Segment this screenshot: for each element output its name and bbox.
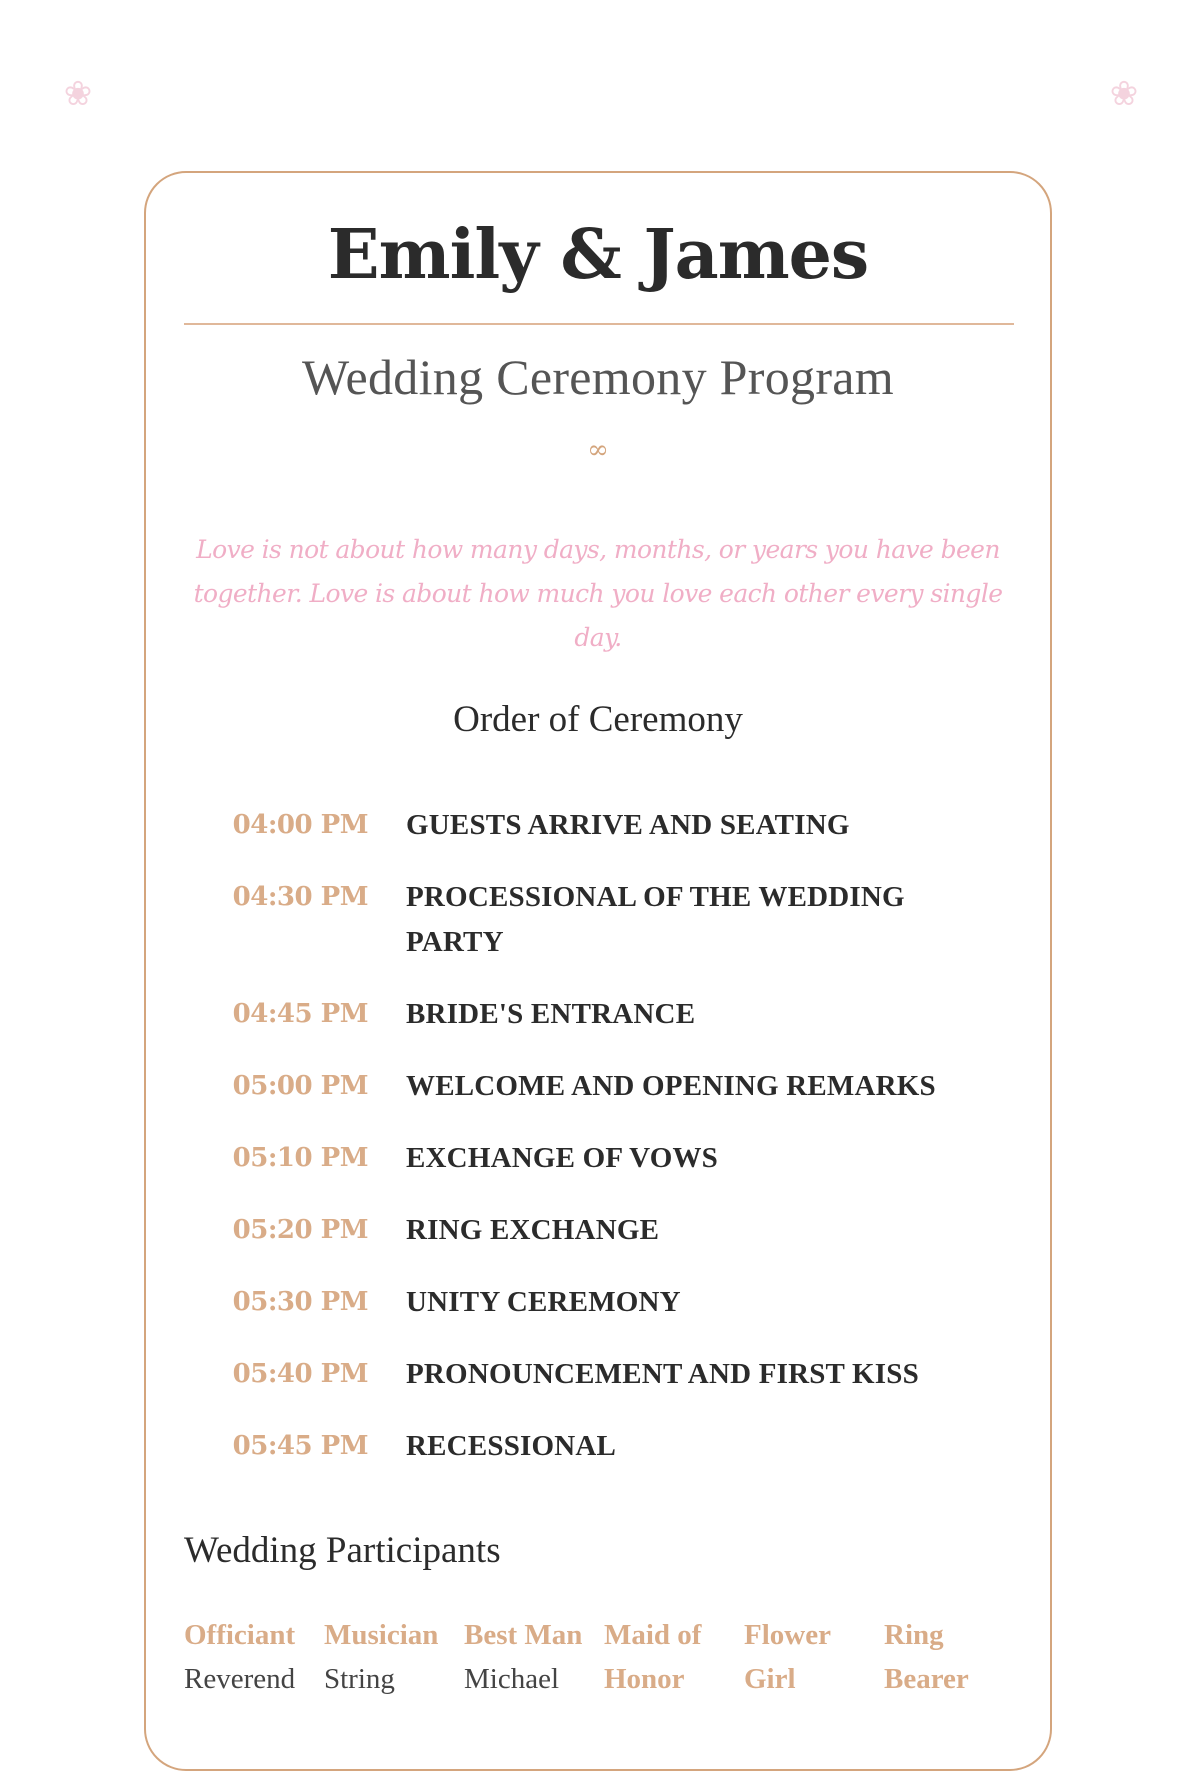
participant-officiant [184, 1613, 324, 1701]
order-of-ceremony-heading: Order of Ceremony [453, 699, 743, 740]
event-time: 05:30 PM [232, 1287, 368, 1317]
event-time: 05:20 PM [232, 1215, 368, 1245]
event-name: UNITY CEREMONY [406, 1286, 681, 1318]
event-time: 05:45 PM [232, 1431, 368, 1461]
event-name: PRONOUNCEMENT AND FIRST KISS [406, 1358, 919, 1390]
event-time: 05:10 PM [232, 1143, 368, 1173]
flower-icon-right: ❀ [1109, 74, 1139, 114]
participant-role: Officiant [184, 1619, 296, 1651]
participant-role: Flower Girl [744, 1619, 831, 1695]
participant-name: Michael [464, 1663, 560, 1695]
schedule-item [206, 1424, 990, 1469]
participants-heading: Wedding Participants [184, 1530, 501, 1571]
schedule-item [206, 992, 990, 1037]
participant-flower-girl [744, 1613, 884, 1701]
participant-name: Reverend [184, 1663, 296, 1695]
infinity-icon: ∞ [587, 435, 609, 465]
ceremony-schedule [206, 803, 990, 1496]
participant-musician [324, 1613, 464, 1701]
couple-names: Emily & James [327, 215, 869, 295]
participant-best-man [464, 1613, 604, 1701]
participant-role: Ring Bearer [884, 1619, 969, 1695]
event-name: EXCHANGE OF VOWS [406, 1142, 718, 1174]
program-subtitle: Wedding Ceremony Program [302, 349, 894, 405]
participant-name: String [324, 1663, 395, 1695]
participant-role: Best Man [464, 1619, 583, 1651]
participants-list [184, 1613, 1012, 1701]
schedule-item [206, 1208, 990, 1253]
title-divider [184, 323, 1014, 325]
event-time: 05:00 PM [232, 1071, 368, 1101]
participant-ring-bearer [884, 1613, 1024, 1701]
event-name: BRIDE'S ENTRANCE [406, 998, 696, 1030]
schedule-item [206, 1136, 990, 1181]
schedule-item [206, 1064, 990, 1109]
participant-role: Maid of Honor [604, 1619, 702, 1695]
love-quote: Love is not about how many days, months, or years you have been together. Love is about how much you love each other every single day. [193, 535, 1003, 652]
schedule-item [206, 803, 990, 848]
event-name: GUESTS ARRIVE AND SEATING [406, 809, 850, 841]
event-name: PROCESSIONAL OF THE WEDDING PARTY [406, 881, 905, 958]
event-name: RING EXCHANGE [406, 1214, 660, 1246]
event-time: 05:40 PM [232, 1359, 368, 1389]
flower-icon-left: ❀ [63, 74, 93, 114]
participant-maid-of-honor [604, 1613, 744, 1701]
event-time: 04:00 PM [232, 810, 368, 840]
event-time: 04:45 PM [232, 999, 368, 1029]
schedule-item [206, 875, 990, 965]
event-time: 04:30 PM [232, 882, 368, 912]
event-name: WELCOME AND OPENING REMARKS [406, 1070, 936, 1102]
event-name: RECESSIONAL [406, 1430, 617, 1462]
program-card [144, 171, 1052, 1771]
participant-role: Musician [324, 1619, 439, 1651]
schedule-item [206, 1352, 990, 1397]
schedule-item [206, 1280, 990, 1325]
